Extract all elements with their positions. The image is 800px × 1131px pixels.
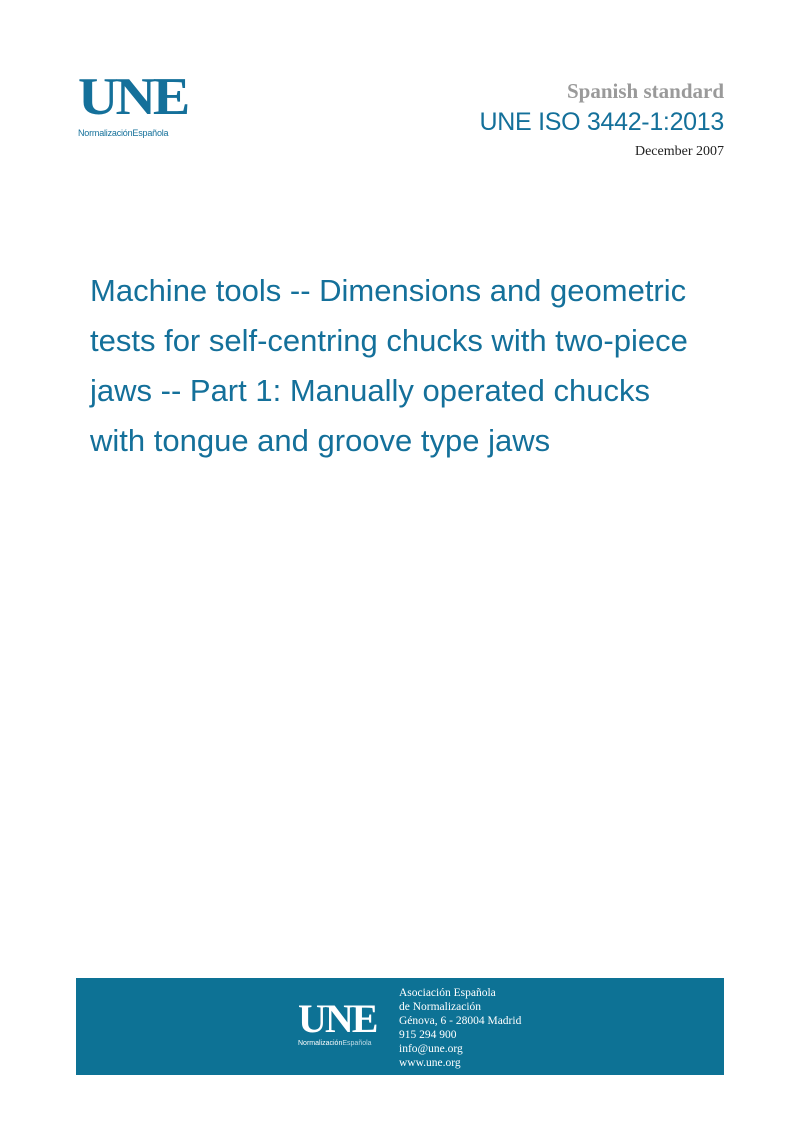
org-phone: 915 294 900 (399, 1029, 457, 1041)
title-line: tests for self-centring chucks with two-piece (90, 323, 688, 358)
document-header (480, 78, 724, 162)
logo-tagline-part2: Española (132, 128, 169, 138)
org-email[interactable]: info@une.org (399, 1043, 463, 1055)
document-title (90, 266, 750, 466)
org-website[interactable]: www.une.org (399, 1057, 461, 1069)
footer-tagline-part2: Española (342, 1040, 372, 1047)
org-name-line2: de Normalización (399, 1001, 482, 1013)
document-type: Spanish standard (567, 79, 724, 103)
publication-date: December 2007 (634, 144, 724, 159)
footer-tagline-part1: Normalización (298, 1040, 343, 1047)
org-name-line1: Asociación Española (399, 987, 496, 999)
footer-logo-tagline (298, 1040, 388, 1047)
title-line: jaws -- Part 1: Manually operated chucks (90, 373, 650, 408)
footer-logo-mark: UNE (298, 996, 377, 1041)
logo-tagline-part1: Normalización (78, 128, 133, 138)
footer-logo (298, 996, 388, 1047)
logo-mark: UNE (78, 67, 188, 127)
title-line: with tongue and groove type jaws (90, 423, 551, 458)
logo-tagline (78, 128, 198, 138)
title-line: Machine tools -- Dimensions and geometric (90, 273, 687, 308)
footer-band (76, 978, 724, 1075)
une-logo (78, 67, 198, 138)
org-address: Génova, 6 - 28004 Madrid (399, 1015, 522, 1027)
standard-code: UNE ISO 3442-1:2013 (479, 108, 724, 136)
contact-info (399, 986, 521, 1070)
